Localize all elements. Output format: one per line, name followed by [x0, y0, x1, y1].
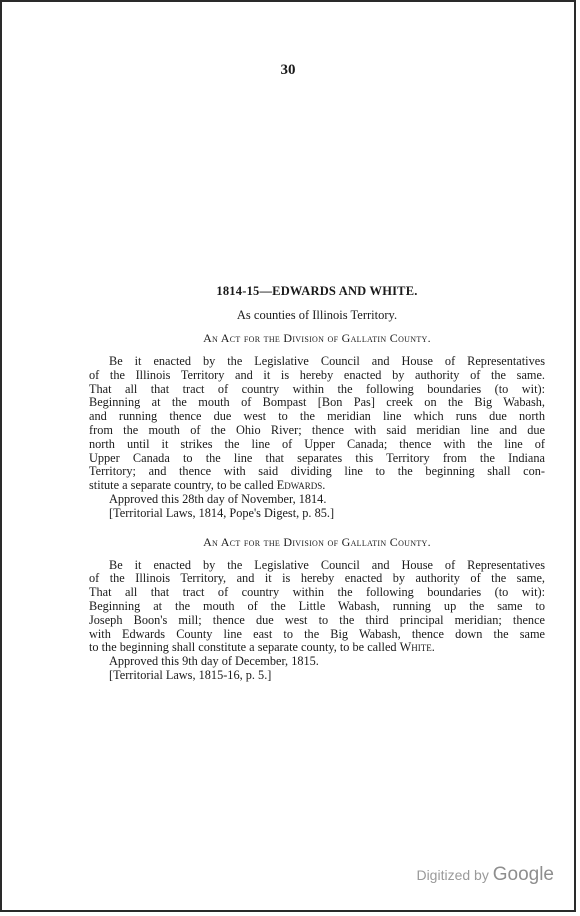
- act-line: of the Illinois Territory and it is hereby enacted by authority of the same.: [89, 367, 545, 382]
- act-line: Territory; and thence with said dividing line to the beginning shall con-: [89, 464, 545, 479]
- act-line: Be it enacted by the Legislative Council and House of Representatives: [109, 354, 545, 368]
- act-heading: An Act for the Division of Gallatin County.: [203, 534, 431, 549]
- county-name: Edwards.: [276, 478, 326, 493]
- digitized-watermark: [416, 864, 554, 886]
- act-line: stitute a separate country, to be called: [89, 478, 277, 493]
- act-last-line: [89, 641, 545, 655]
- act-text: [89, 559, 545, 656]
- act-line: That all that tract of country within the following boundaries (to wit):: [89, 381, 545, 396]
- section-title: 1814-15—EDWARDS AND WHITE.: [216, 284, 418, 298]
- approval-date: Approved this 28th day of November, 1814.: [109, 491, 327, 506]
- act-line: Be it enacted by the Legislative Council and House of Representatives: [109, 557, 545, 572]
- act-line: to the beginning shall constitute a separate county, to be called: [89, 640, 400, 655]
- document-body: [89, 284, 545, 683]
- act-line: Joseph Boon's mill; thence due west to the third principal meridian; thence: [89, 612, 545, 627]
- act-heading: An Act for the Division of Gallatin County.: [203, 331, 431, 345]
- act-last-line: [89, 479, 545, 493]
- act-text: [89, 355, 545, 493]
- county-name: White.: [399, 640, 435, 655]
- act-line: Beginning at the mouth of the Little Wabash, running up the same to: [89, 598, 545, 613]
- citation: [Territorial Laws, 1815-16, p. 5.]: [109, 667, 272, 682]
- section-subtitle: As counties of Illinois Territory.: [236, 308, 398, 322]
- citation: [Territorial Laws, 1814, Pope's Digest, p. 85.]: [109, 505, 335, 520]
- act-line: north until it strikes the line of Upper Canada; thence with the line of: [89, 436, 545, 451]
- act-1: [89, 331, 545, 521]
- act-line: of the Illinois Territory, and it is hereby enacted by authority of the same,: [89, 571, 545, 586]
- act-line: and running thence due west to the meridian line which runs due north: [89, 409, 545, 424]
- google-logo: Google: [492, 864, 554, 885]
- act-line: Beginning at the mouth of Bompast [Bon Pas] creek on the Big Wabash,: [89, 395, 545, 410]
- act-line: That all that tract of country within the following boundaries (to wit):: [89, 585, 545, 600]
- page-number: 30: [280, 62, 296, 78]
- act-line: Upper Canada to the line that separates this Territory from the Indiana: [89, 450, 545, 465]
- act-line: with Edwards County line east to the Big Wabash, thence down the same: [89, 626, 545, 641]
- watermark-prefix: Digitized by: [416, 867, 489, 883]
- approval-date: Approved this 9th day of December, 1815.: [109, 654, 319, 669]
- act-2: [89, 535, 545, 683]
- act-line: from the mouth of the Ohio River; thence with said meridian line and due: [89, 422, 545, 437]
